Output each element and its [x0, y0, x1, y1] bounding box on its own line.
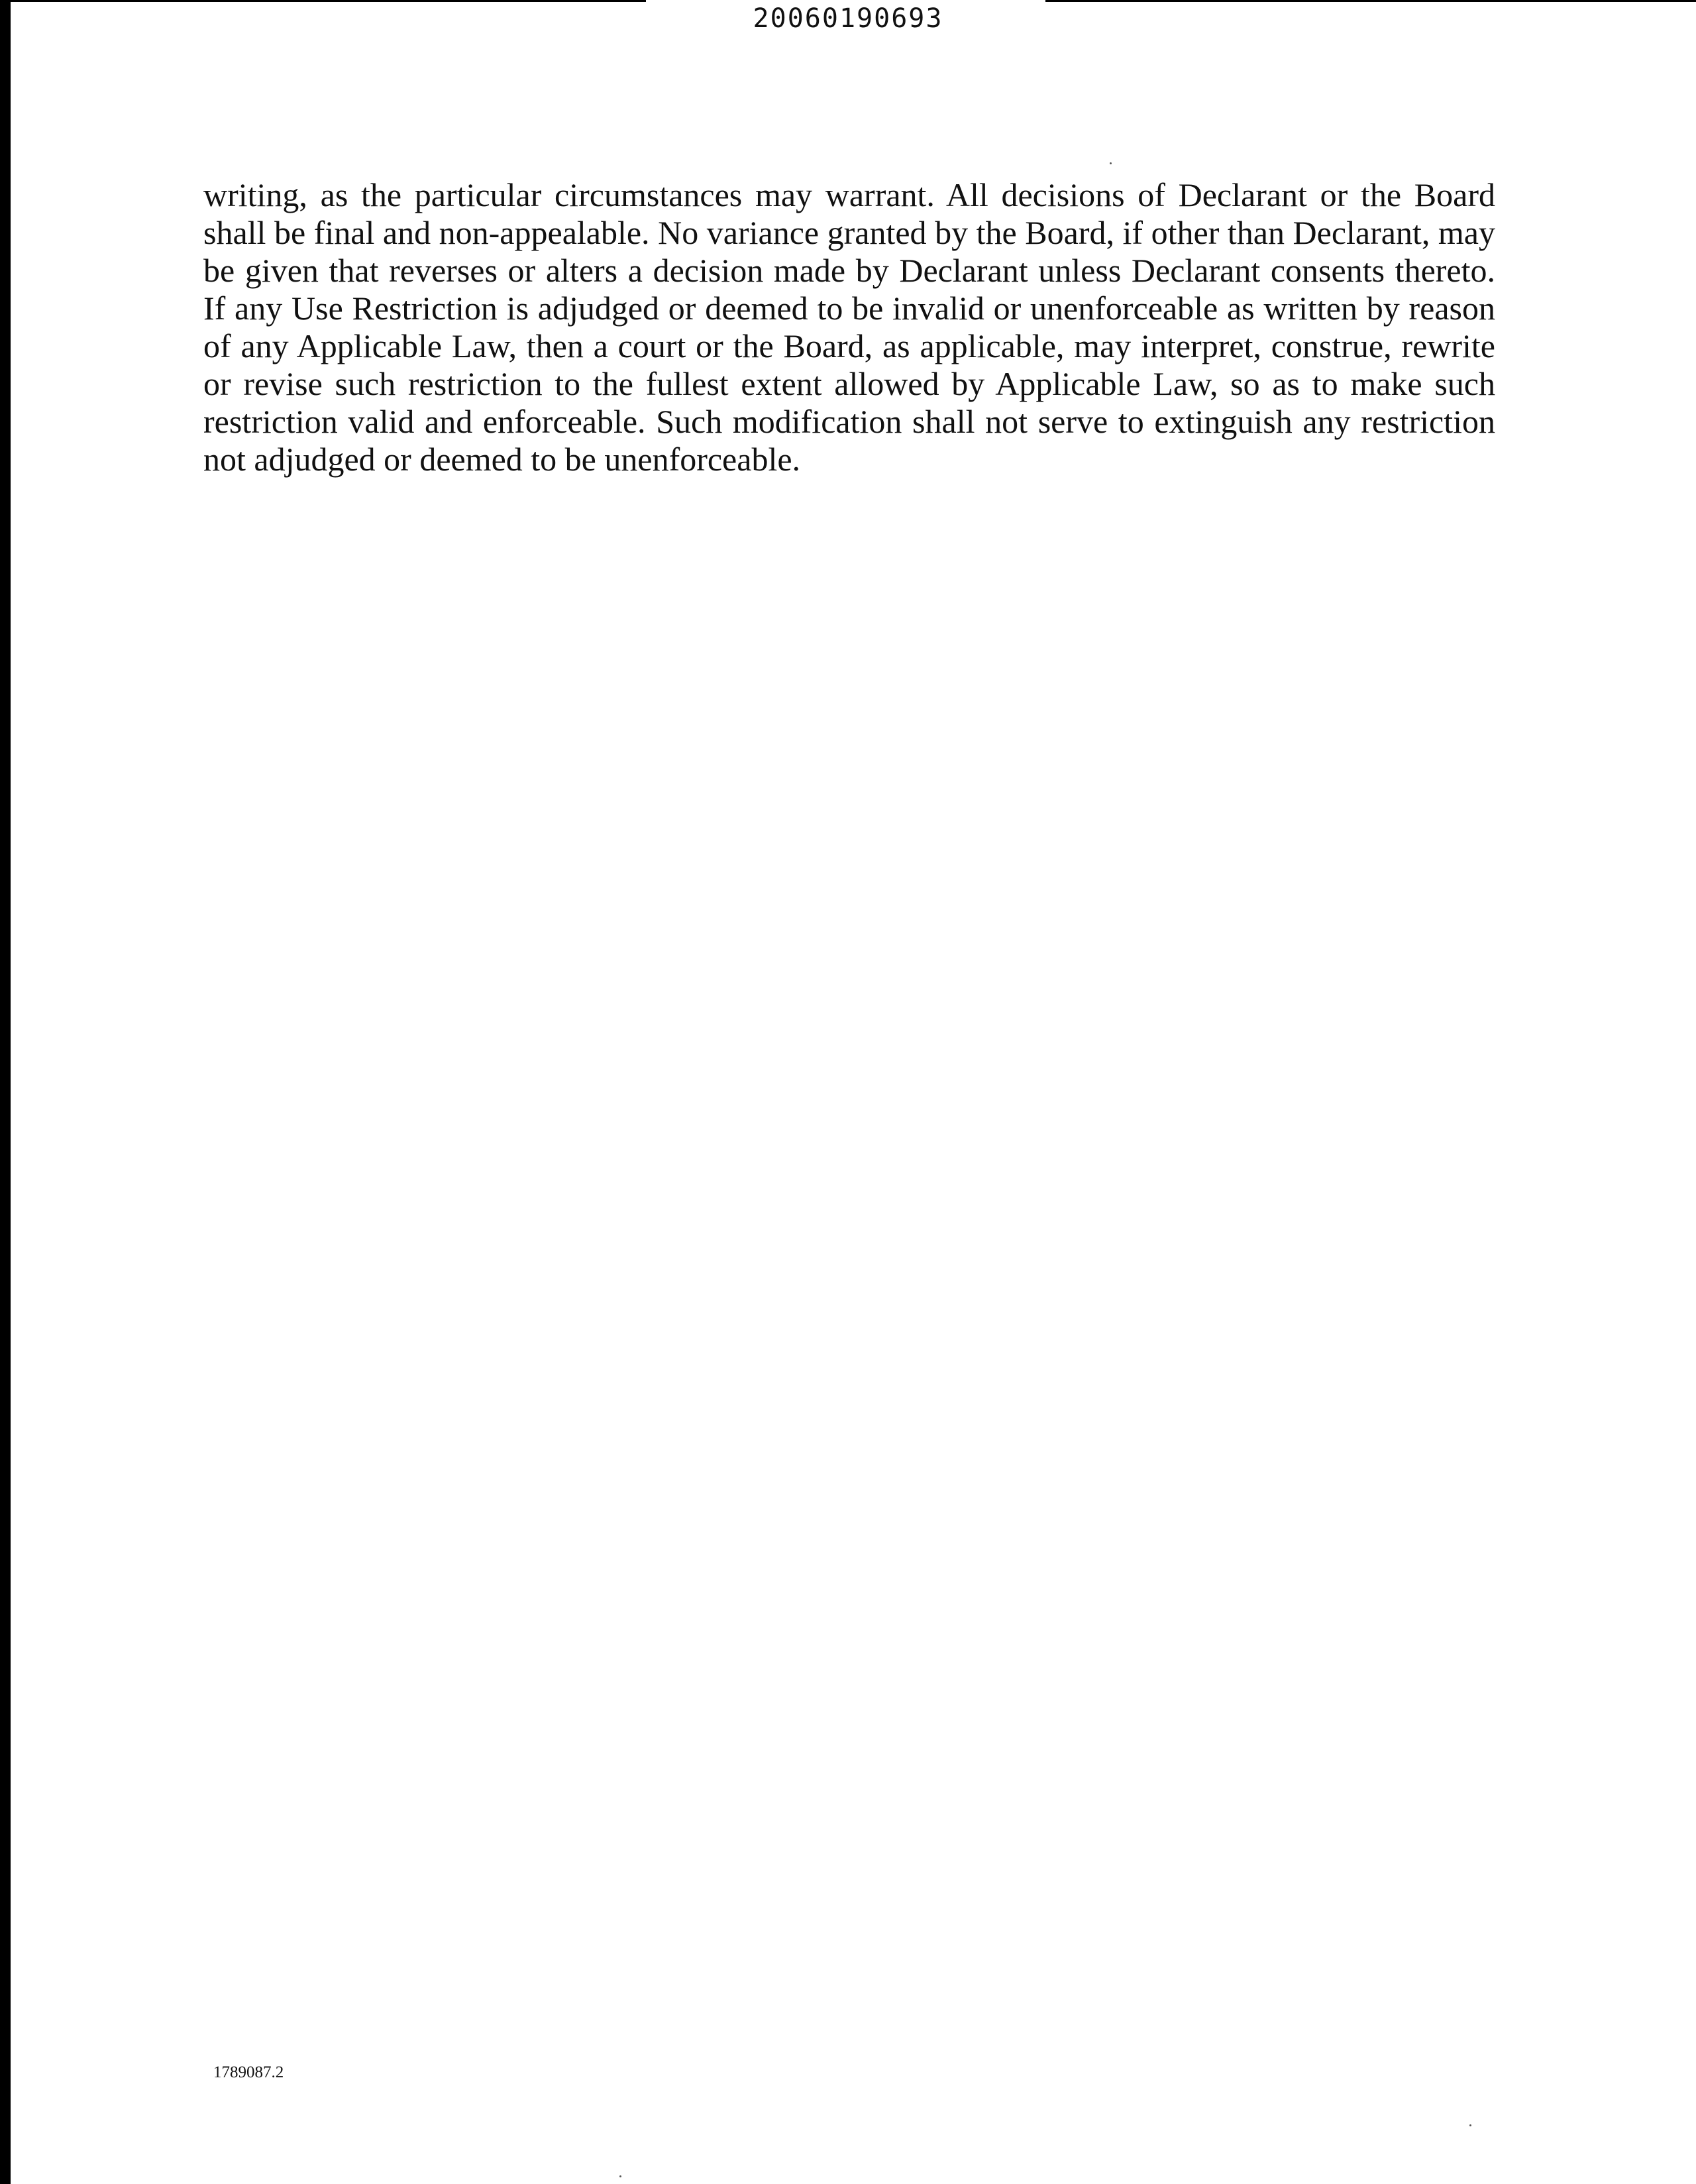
document-number: 20060190693 [753, 3, 943, 34]
footer-document-id: 1789087.2 [213, 2063, 284, 2081]
body-paragraph: writing, as the particular circumstances may warrant. All decisions of Declarant or the Board shall be final and non-appealable. No variance granted by the Board, if other than Declarant, may be given that reverses or alters a decision made by Declarant unless Declarant consents thereto. If any Use Restriction is adjudged or deemed to be invalid or unenforceable as written by reason of any Applicable Law, then a court or the Board, as applicable, may interpret, construe, rewrite or revise such restriction to the fullest extent allowed by Applicable Law, so as to make such restriction valid and enforceable. Such modification shall not serve to extinguish any restriction not adjudged or deemed to be unenforceable. [203, 176, 1495, 478]
scan-speck [1469, 2124, 1471, 2126]
scan-speck [619, 2175, 621, 2177]
scan-speck [1110, 162, 1112, 164]
top-rule-right [1045, 0, 1696, 2]
top-rule-left [0, 0, 646, 2]
scan-left-edge [0, 0, 11, 2184]
